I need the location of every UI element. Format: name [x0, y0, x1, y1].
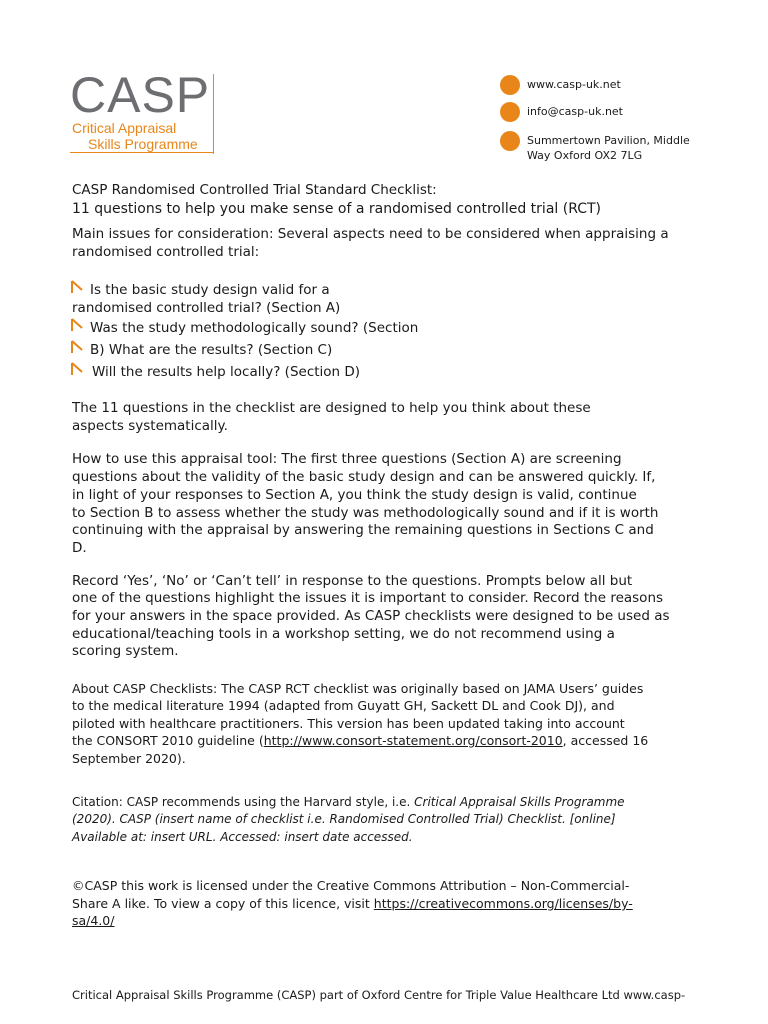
record-line-1: Record ‘Yes’, ‘No’ or ‘Can’t tell’ in response to the questions. Prompts below all but [72, 573, 633, 589]
location-pin-icon [500, 131, 520, 151]
intro-line-2: aspects systematically. [72, 418, 228, 434]
creative-commons-link[interactable]: https://creativecommons.org/licenses/by- [373, 896, 633, 911]
about-line-4: the CONSORT 2010 guideline (http://www.consort-statement.org/consort-2010, accessed 16 [72, 733, 649, 748]
logo-line-1: Critical Appraisal [72, 120, 177, 136]
about-line-5: September 2020). [72, 751, 186, 766]
logo-rule-vertical [213, 74, 214, 154]
how-to-line-6: D. [72, 540, 87, 556]
license-line-2: Share A like. To view a copy of this licence, visit https://creativecommons.org/licenses/by- [72, 896, 633, 911]
how-to-line-1: How to use this appraisal tool: The first three questions (Section A) are screening [72, 451, 622, 467]
how-to-line-5: continuing with the appraisal by answering the remaining questions in Sections C and [72, 522, 654, 538]
citation-line-1: Citation: CASP recommends using the Harvard style, i.e. Critical Appraisal Skills Programme [72, 795, 625, 809]
chevron-bullet-icon [70, 340, 84, 354]
bullet-4: Will the results help locally? (Section D) [92, 364, 361, 380]
record-line-4: educational/teaching tools in a workshop setting, we do not recommend using a [72, 626, 615, 642]
how-to-line-3: in light of your responses to Section A, you think the study design is valid, continue [72, 487, 637, 503]
about-line-2: to the medical literature 1994 (adapted from Guyatt GH, Sackett DL and Cook DJ), and [72, 698, 615, 713]
bullet-3: B) What are the results? (Section C) [90, 342, 333, 358]
checklist-subtitle: 11 questions to help you make sense of a randomised controlled trial (RCT) [72, 201, 602, 217]
about-line-1: About CASP Checklists: The CASP RCT checklist was originally based on JAMA Users’ guides [72, 681, 644, 696]
license-line-3 [72, 912, 114, 930]
record-line-5: scoring system. [72, 643, 179, 659]
main-issues-line-2: randomised controlled trial: [72, 244, 260, 260]
casp-logo [70, 68, 218, 154]
bullet-2: Was the study methodologically sound? (Section [90, 320, 419, 336]
chevron-bullet-icon [70, 280, 84, 294]
bullet-1-line-2: randomised controlled trial? (Section A) [72, 300, 341, 316]
creative-commons-link-cont[interactable]: sa/4.0/ [72, 913, 115, 928]
record-line-3: for your answers in the space provided. As CASP checklists were designed to be used as [72, 608, 670, 624]
about-line-3: piloted with healthcare practitioners. This version has been updated taking into account [72, 716, 625, 731]
citation-line-2: (2020). CASP (insert name of checklist i.e. Randomised Controlled Trial) Checklist. [online] [72, 812, 616, 826]
main-issues-line-1: Main issues for consideration: Several aspects need to be considered when appraising a [72, 226, 669, 242]
consort-link[interactable]: http://www.consort-statement.org/consort-2010 [263, 733, 563, 748]
logo-wordmark: CASP [70, 67, 211, 123]
envelope-icon [500, 102, 520, 122]
page-footer: Critical Appraisal Skills Programme (CASP) part of Oxford Centre for Triple Value Healthcare Ltd www.casp- [72, 988, 686, 1002]
logo-line-2: Skills Programme [88, 136, 198, 152]
how-to-line-4: to Section B to assess whether the study was methodologically sound and if it is worth [72, 505, 659, 521]
checklist-title: CASP Randomised Controlled Trial Standard Checklist: [72, 182, 437, 198]
bullet-1-line-1: Is the basic study design valid for a [90, 282, 330, 298]
intro-line-1: The 11 questions in the checklist are designed to help you think about these [72, 400, 591, 416]
citation-line-3: Available at: insert URL. Accessed: insert date accessed. [72, 830, 413, 844]
chevron-bullet-icon [70, 362, 84, 376]
license-line-1: ©CASP this work is licensed under the Creative Commons Attribution – Non-Commercial- [72, 878, 630, 893]
how-to-line-2: questions about the validity of the basic study design and can be answered quickly. If, [72, 469, 656, 485]
chevron-bullet-icon [70, 318, 84, 332]
globe-icon [500, 75, 520, 95]
record-line-2: one of the questions highlight the issues it is important to consider. Record the reasons [72, 590, 664, 606]
logo-rule-horizontal [70, 152, 214, 153]
